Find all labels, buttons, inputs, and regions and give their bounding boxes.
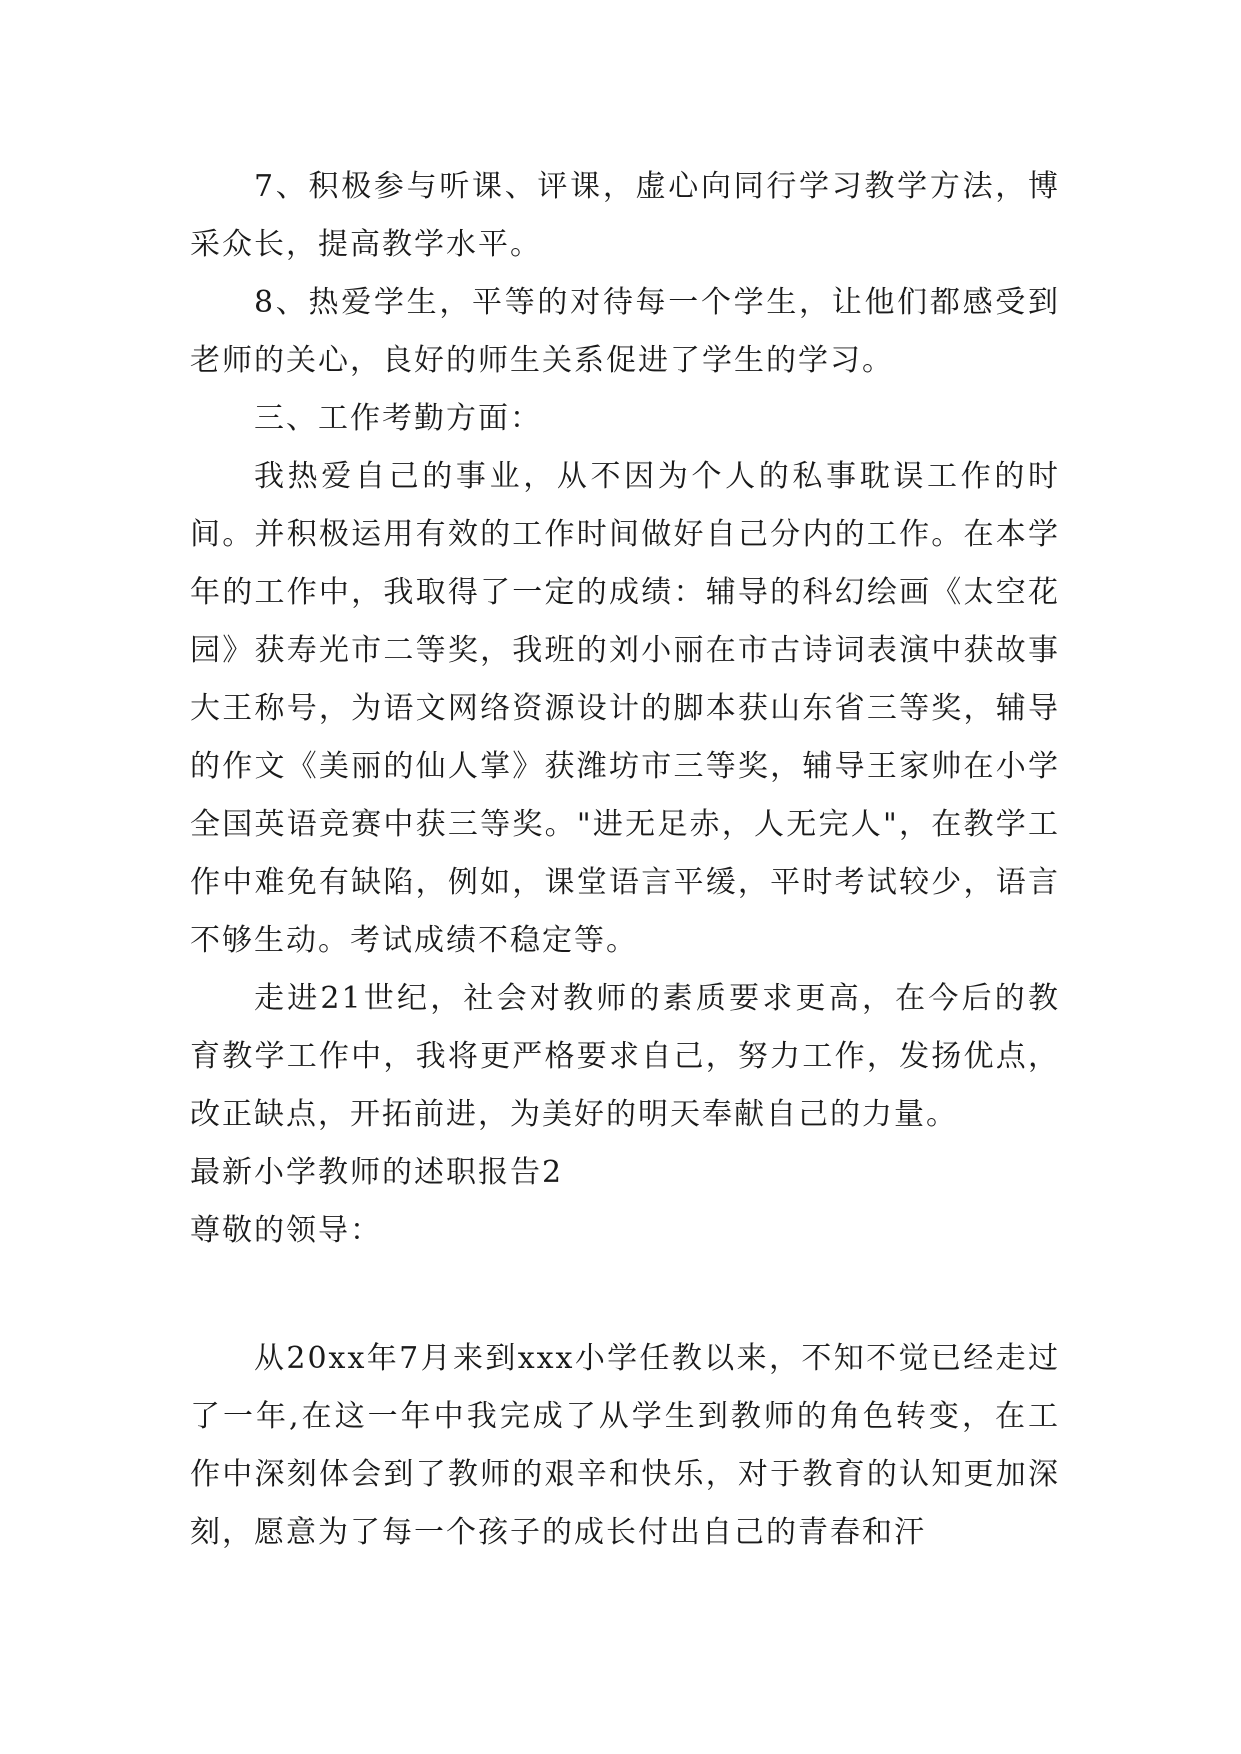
salutation: 尊敬的领导： (190, 1213, 382, 1248)
section-heading-attendance: 三、工作考勤方面： (254, 401, 542, 436)
paragraph-intro: 从20xx年7月来到xxx小学任教以来，不知不觉已经走过了一年,在这一年中我完成了从学生到教师的角色转变，在工作中深刻体会到了教师的艰辛和快乐，对于教育的认知更加深刻，愿意为了每一个孩子的成长付出自己的青春和汗 (190, 1341, 1060, 1550)
blank-gap (190, 1260, 1060, 1330)
paragraph-future: 走进21世纪，社会对教师的素质要求更高，在今后的教育教学工作中，我将更严格要求自己，努力工作，发扬优点，改正缺点，开拓前进，为美好的明天奉献自己的力量。 (190, 981, 1060, 1132)
paragraph-item-8: 8、热爱学生，平等的对待每一个学生，让他们都感受到老师的关心，良好的师生关系促进了学生的学习。 (190, 285, 1060, 378)
report-title: 最新小学教师的述职报告2 (190, 1155, 564, 1190)
document-body (190, 158, 1060, 1562)
paragraph-item-7: 7、积极参与听课、评课，虚心向同行学习教学方法，博采众长，提高教学水平。 (190, 169, 1060, 262)
paragraph-attendance: 我热爱自己的事业，从不因为个人的私事耽误工作的时间。并积极运用有效的工作时间做好自己分内的工作。在本学年的工作中，我取得了一定的成绩：辅导的科幻绘画《太空花园》获寿光市二等奖，我班的刘小丽在市古诗词表演中获故事大王称号，为语文网络资源设计的脚本获山东省三等奖，辅导的作文《美丽的仙人掌》获潍坊市三等奖，辅导王家帅在小学全国英语竞赛中获三等奖。"进无足赤，人无完人"，在教学工作中难免有缺陷，例如，课堂语言平缓，平时考试较少，语言不够生动。考试成绩不稳定等。 (190, 459, 1060, 958)
